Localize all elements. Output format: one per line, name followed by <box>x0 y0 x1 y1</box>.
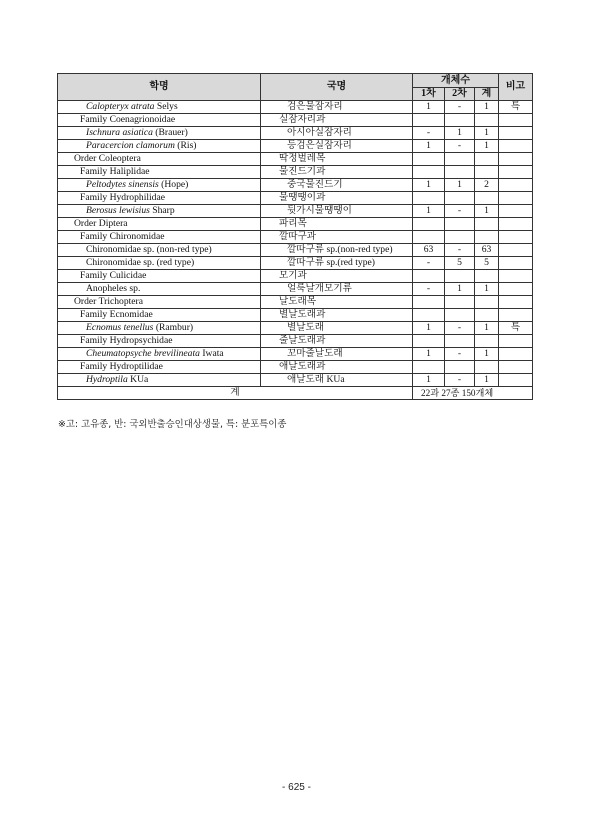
family-row <box>58 270 533 283</box>
header-remarks: 비고 <box>499 74 533 101</box>
order-row <box>58 153 533 166</box>
remarks-cell <box>499 335 533 348</box>
scientific-name-cell <box>58 101 261 114</box>
count-first-cell: - <box>413 283 445 296</box>
scientific-name-text: Family Ecnomidae <box>80 309 153 320</box>
scientific-name-cell <box>58 166 261 179</box>
scientific-name-italic: Cheumatopsyche brevilineata <box>86 348 200 359</box>
remarks-cell <box>499 348 533 361</box>
count-second-cell <box>445 270 475 283</box>
count-sum-cell <box>475 270 499 283</box>
count-first-cell: - <box>413 257 445 270</box>
scientific-name-text: Selys <box>154 101 178 112</box>
count-second-cell <box>445 231 475 244</box>
count-first-cell <box>413 231 445 244</box>
count-sum-cell: 1 <box>475 127 499 140</box>
count-first-cell <box>413 361 445 374</box>
scientific-name-italic: Paracercion clamorum <box>86 140 175 151</box>
species-row <box>58 374 533 387</box>
header-scientific-name: 학명 <box>58 74 261 101</box>
scientific-name-text: Order Trichoptera <box>74 296 144 307</box>
scientific-name-cell <box>58 335 261 348</box>
count-first-cell: 1 <box>413 348 445 361</box>
count-second-cell: 1 <box>445 283 475 296</box>
remarks-cell <box>499 257 533 270</box>
scientific-name-cell <box>58 218 261 231</box>
scientific-name-cell <box>58 257 261 270</box>
remarks-cell <box>499 192 533 205</box>
count-second-cell: 1 <box>445 127 475 140</box>
korean-name-cell: 깔따구과 <box>261 231 413 244</box>
family-row <box>58 335 533 348</box>
scientific-name-cell <box>58 270 261 283</box>
count-second-cell: - <box>445 374 475 387</box>
total-summary: 22과 27종 150개체 <box>413 387 533 400</box>
count-first-cell <box>413 153 445 166</box>
scientific-name-italic: Hydroptila <box>86 374 128 385</box>
count-sum-cell: 1 <box>475 140 499 153</box>
scientific-name-cell <box>58 283 261 296</box>
family-row <box>58 166 533 179</box>
remarks-cell <box>499 270 533 283</box>
count-second-cell <box>445 166 475 179</box>
species-row <box>58 283 533 296</box>
scientific-name-italic: Peltodytes sinensis <box>86 179 159 190</box>
species-row <box>58 244 533 257</box>
korean-name-cell: 애날도래과 <box>261 361 413 374</box>
scientific-name-cell <box>58 114 261 127</box>
count-sum-cell: 1 <box>475 101 499 114</box>
scientific-name-text: Family Coenagrionoidae <box>80 114 176 125</box>
count-first-cell: 1 <box>413 374 445 387</box>
species-row <box>58 127 533 140</box>
count-second-cell: - <box>445 244 475 257</box>
footnote: ※고: 고유종, 반: 국외반출승인대상생물, 특: 분포특이종 <box>58 419 287 430</box>
korean-name-cell: 애날도래 KUa <box>261 374 413 387</box>
count-second-cell <box>445 296 475 309</box>
order-row <box>58 296 533 309</box>
korean-name-cell: 등검은실잠자리 <box>261 140 413 153</box>
family-row <box>58 309 533 322</box>
scientific-name-cell <box>58 127 261 140</box>
scientific-name-cell <box>58 140 261 153</box>
count-first-cell: 1 <box>413 322 445 335</box>
count-second-cell <box>445 192 475 205</box>
remarks-cell <box>499 140 533 153</box>
header-count-group: 개체수 <box>413 74 499 88</box>
page-number: - 625 - <box>282 782 311 793</box>
species-row <box>58 179 533 192</box>
korean-name-cell: 중국물진드기 <box>261 179 413 192</box>
header-korean-name: 국명 <box>261 74 413 101</box>
scientific-name-text: Sharp <box>149 205 175 216</box>
species-row <box>58 257 533 270</box>
scientific-name-text: Family Culicidae <box>80 270 147 281</box>
scientific-name-text: Family Haliplidae <box>80 166 150 177</box>
count-second-cell <box>445 335 475 348</box>
count-second-cell: - <box>445 322 475 335</box>
remarks-cell <box>499 244 533 257</box>
scientific-name-text: Chironomidae sp. (red type) <box>86 257 195 268</box>
remarks-cell <box>499 166 533 179</box>
scientific-name-text: (Brauer) <box>152 127 188 138</box>
scientific-name-text: Family Chironomidae <box>80 231 165 242</box>
count-second-cell: - <box>445 140 475 153</box>
scientific-name-text: (Hope) <box>158 179 189 190</box>
total-row <box>58 387 533 400</box>
count-second-cell <box>445 309 475 322</box>
korean-name-cell: 딱정벌레목 <box>261 153 413 166</box>
count-sum-cell <box>475 335 499 348</box>
count-sum-cell <box>475 309 499 322</box>
korean-name-cell: 파리목 <box>261 218 413 231</box>
header-second-survey: 2차 <box>445 88 475 101</box>
scientific-name-text: Anopheles sp. <box>86 283 141 294</box>
remarks-cell <box>499 361 533 374</box>
species-row <box>58 205 533 218</box>
remarks-cell <box>499 309 533 322</box>
count-sum-cell <box>475 153 499 166</box>
count-sum-cell <box>475 231 499 244</box>
count-first-cell <box>413 270 445 283</box>
table-body <box>58 101 533 387</box>
count-sum-cell: 1 <box>475 205 499 218</box>
count-sum-cell <box>475 361 499 374</box>
scientific-name-cell <box>58 205 261 218</box>
remarks-cell <box>499 153 533 166</box>
remarks-cell <box>499 179 533 192</box>
korean-name-cell: 물진드기과 <box>261 166 413 179</box>
count-second-cell <box>445 114 475 127</box>
scientific-name-cell <box>58 244 261 257</box>
count-first-cell: 1 <box>413 140 445 153</box>
count-first-cell <box>413 192 445 205</box>
scientific-name-text: KUa <box>127 374 149 385</box>
remarks-cell <box>499 127 533 140</box>
scientific-name-text: Order Coleoptera <box>74 153 141 164</box>
count-sum-cell: 63 <box>475 244 499 257</box>
scientific-name-text: (Ris) <box>174 140 197 151</box>
count-second-cell: 1 <box>445 179 475 192</box>
family-row <box>58 361 533 374</box>
count-first-cell <box>413 309 445 322</box>
family-row <box>58 231 533 244</box>
order-row <box>58 218 533 231</box>
scientific-name-italic: Calopteryx atrata <box>86 101 155 112</box>
count-first-cell: - <box>413 127 445 140</box>
korean-name-cell: 깔따구류 sp.(red type) <box>261 257 413 270</box>
count-sum-cell <box>475 192 499 205</box>
count-sum-cell <box>475 114 499 127</box>
korean-name-cell: 꼬마줄날도래 <box>261 348 413 361</box>
scientific-name-text: Chironomidae sp. (non-red type) <box>86 244 212 255</box>
scientific-name-cell <box>58 231 261 244</box>
korean-name-cell: 실잠자리과 <box>261 114 413 127</box>
count-first-cell <box>413 166 445 179</box>
korean-name-cell: 깔따구류 sp.(non-red type) <box>261 244 413 257</box>
count-second-cell: - <box>445 348 475 361</box>
remarks-cell <box>499 231 533 244</box>
count-second-cell: - <box>445 205 475 218</box>
scientific-name-italic: Ecnomus tenellus <box>86 322 154 333</box>
scientific-name-italic: Berosus lewisius <box>86 205 150 216</box>
species-row <box>58 140 533 153</box>
remarks-cell: 특 <box>499 101 533 114</box>
count-sum-cell <box>475 218 499 231</box>
korean-name-cell: 아시아실잠자리 <box>261 127 413 140</box>
count-sum-cell: 1 <box>475 283 499 296</box>
remarks-cell <box>499 283 533 296</box>
count-sum-cell: 2 <box>475 179 499 192</box>
species-row <box>58 101 533 114</box>
header-sum: 계 <box>475 88 499 101</box>
total-label: 계 <box>58 387 413 400</box>
count-sum-cell <box>475 166 499 179</box>
remarks-cell <box>499 374 533 387</box>
scientific-name-cell <box>58 179 261 192</box>
count-sum-cell: 1 <box>475 374 499 387</box>
scientific-name-cell <box>58 192 261 205</box>
count-second-cell: 5 <box>445 257 475 270</box>
korean-name-cell: 날도래목 <box>261 296 413 309</box>
korean-name-cell: 뒷가시물땡땡이 <box>261 205 413 218</box>
species-table <box>57 73 533 400</box>
korean-name-cell: 별날도래 <box>261 322 413 335</box>
count-sum-cell: 5 <box>475 257 499 270</box>
scientific-name-cell <box>58 348 261 361</box>
scientific-name-text: (Rambur) <box>153 322 194 333</box>
korean-name-cell: 검은물잠자리 <box>261 101 413 114</box>
count-sum-cell <box>475 296 499 309</box>
remarks-cell <box>499 114 533 127</box>
count-second-cell <box>445 153 475 166</box>
count-first-cell <box>413 114 445 127</box>
count-first-cell: 1 <box>413 205 445 218</box>
count-first-cell: 1 <box>413 101 445 114</box>
count-first-cell: 63 <box>413 244 445 257</box>
count-second-cell: - <box>445 101 475 114</box>
scientific-name-text: Order Diptera <box>74 218 128 229</box>
korean-name-cell: 별날도래과 <box>261 309 413 322</box>
count-first-cell <box>413 296 445 309</box>
scientific-name-cell <box>58 309 261 322</box>
count-sum-cell: 1 <box>475 322 499 335</box>
species-row <box>58 348 533 361</box>
scientific-name-cell <box>58 374 261 387</box>
count-second-cell <box>445 361 475 374</box>
korean-name-cell: 물땡땡이과 <box>261 192 413 205</box>
table-header <box>58 74 533 101</box>
count-first-cell <box>413 335 445 348</box>
scientific-name-italic: Ischnura asiatica <box>86 127 153 138</box>
header-first-survey: 1차 <box>413 88 445 101</box>
scientific-name-text: Family Hydrophilidae <box>80 192 165 203</box>
scientific-name-cell <box>58 153 261 166</box>
count-sum-cell: 1 <box>475 348 499 361</box>
species-row <box>58 322 533 335</box>
family-row <box>58 192 533 205</box>
scientific-name-cell <box>58 361 261 374</box>
scientific-name-text: Family Hydroptilidae <box>80 361 163 372</box>
scientific-name-text: Iwata <box>199 348 224 359</box>
korean-name-cell: 모기과 <box>261 270 413 283</box>
count-first-cell: 1 <box>413 179 445 192</box>
count-first-cell <box>413 218 445 231</box>
korean-name-cell: 줄날도래과 <box>261 335 413 348</box>
family-row <box>58 114 533 127</box>
scientific-name-text: Family Hydropsychidae <box>80 335 173 346</box>
scientific-name-cell <box>58 322 261 335</box>
remarks-cell <box>499 205 533 218</box>
count-second-cell <box>445 218 475 231</box>
korean-name-cell: 얼룩날개모기류 <box>261 283 413 296</box>
remarks-cell <box>499 296 533 309</box>
remarks-cell: 특 <box>499 322 533 335</box>
remarks-cell <box>499 218 533 231</box>
scientific-name-cell <box>58 296 261 309</box>
